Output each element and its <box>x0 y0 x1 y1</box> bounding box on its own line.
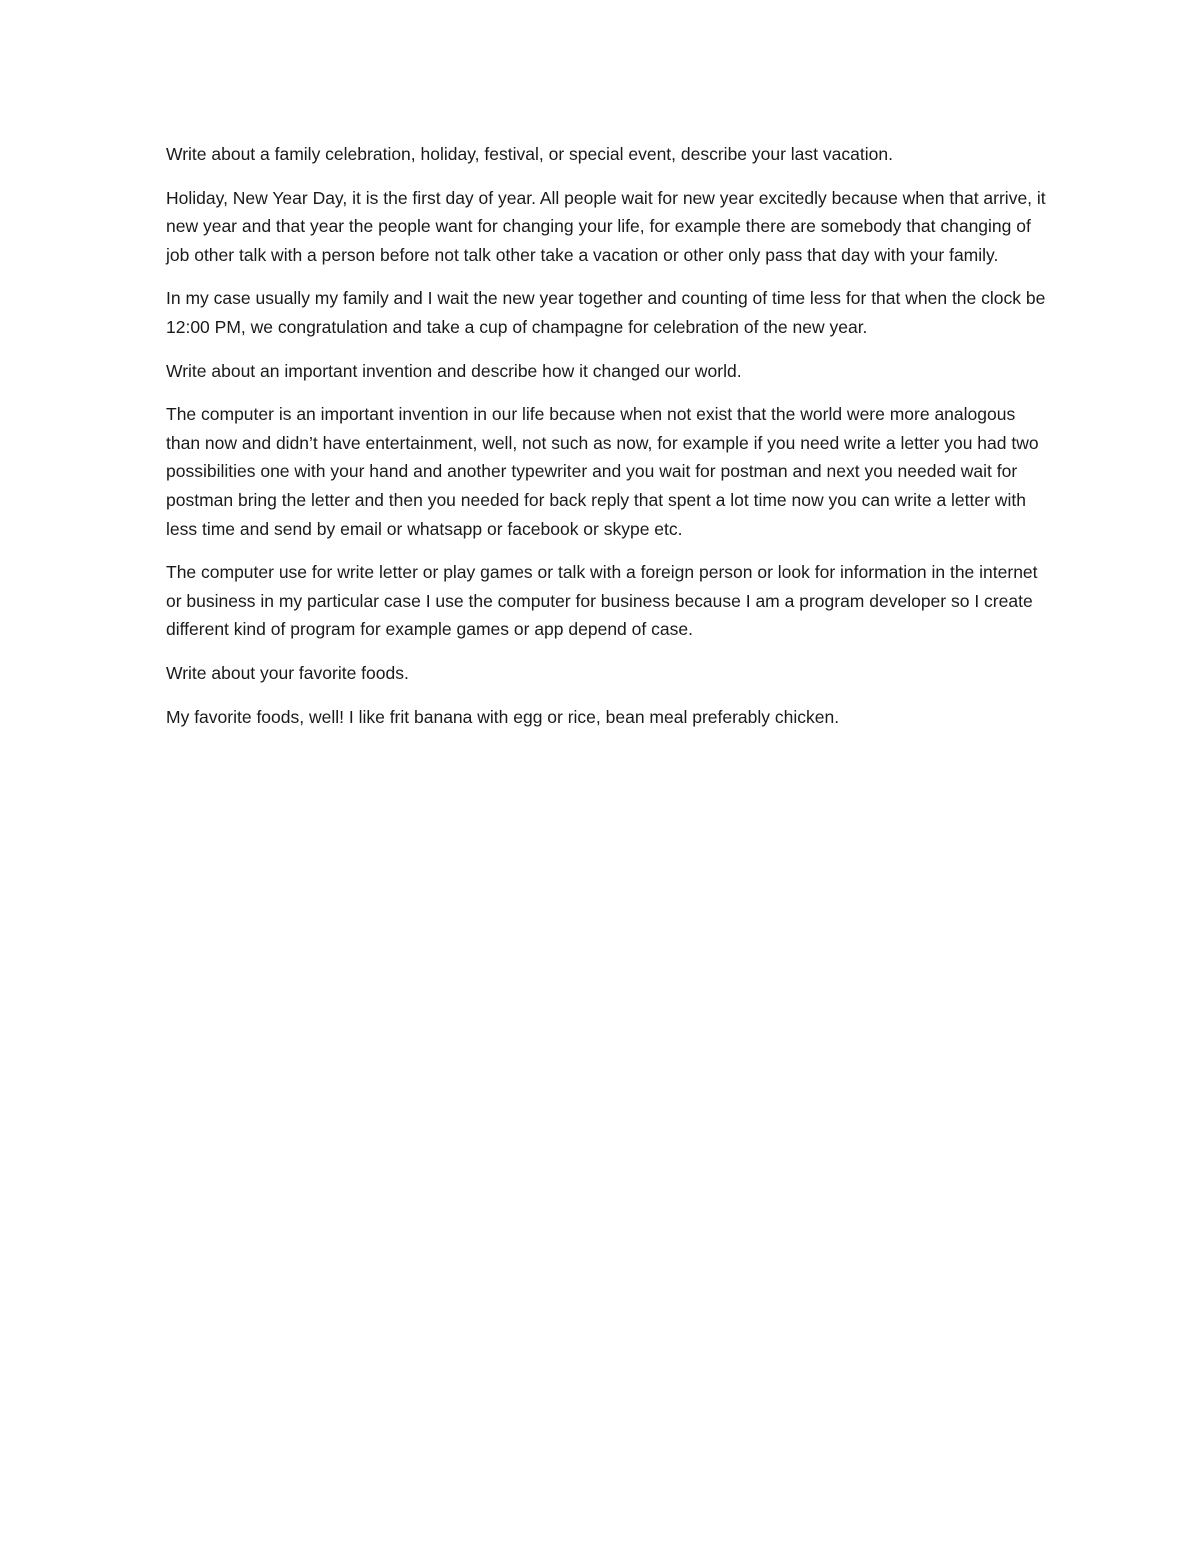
paragraph-family-new-year: In my case usually my family and I wait the new year together and counting of time less for that when the clock be 12:00 PM, we congratulation and take a cup of champagne for celebration of the new year. <box>166 288 1046 337</box>
prompt-favorite-foods: Write about your favorite foods. <box>166 662 409 683</box>
paragraph-computer-use: The computer use for write letter or play games or talk with a foreign person or look for information in the internet or business in my particular case I use the computer for business because I am a program developer so I create different kind of program for example games or app depend of case. <box>166 562 1038 640</box>
document-body <box>166 140 1046 746</box>
paragraph-computer-invention: The computer is an important invention in our life because when not exist that the world were more analogous than now and didn’t have entertainment, well, not such as now, for example if you need write a letter you had two possibilities one with your hand and another typewriter and you wait for postman and next you needed wait for postman bring the letter and then you needed for back reply that spent a lot time now you can write a letter with less time and send by email or whatsapp or facebook or skype etc. <box>166 404 1039 539</box>
prompt-important-invention: Write about an important invention and describe how it changed our world. <box>166 360 742 381</box>
prompt-family-celebration: Write about a family celebration, holiday, festival, or special event, describe your last vacation. <box>166 144 893 164</box>
paragraph-favorite-foods: My favorite foods, well! I like frit banana with egg or rice, bean meal preferably chicken. <box>166 706 840 727</box>
paragraph-new-year: Holiday, New Year Day, it is the first day of year. All people wait for new year excitedly because when that arrive, it new year and that year the people want for changing your life, for example there are somebody that changing of job other talk with a person before not talk other take a vacation or other only pass that day with your family. <box>166 187 1046 265</box>
